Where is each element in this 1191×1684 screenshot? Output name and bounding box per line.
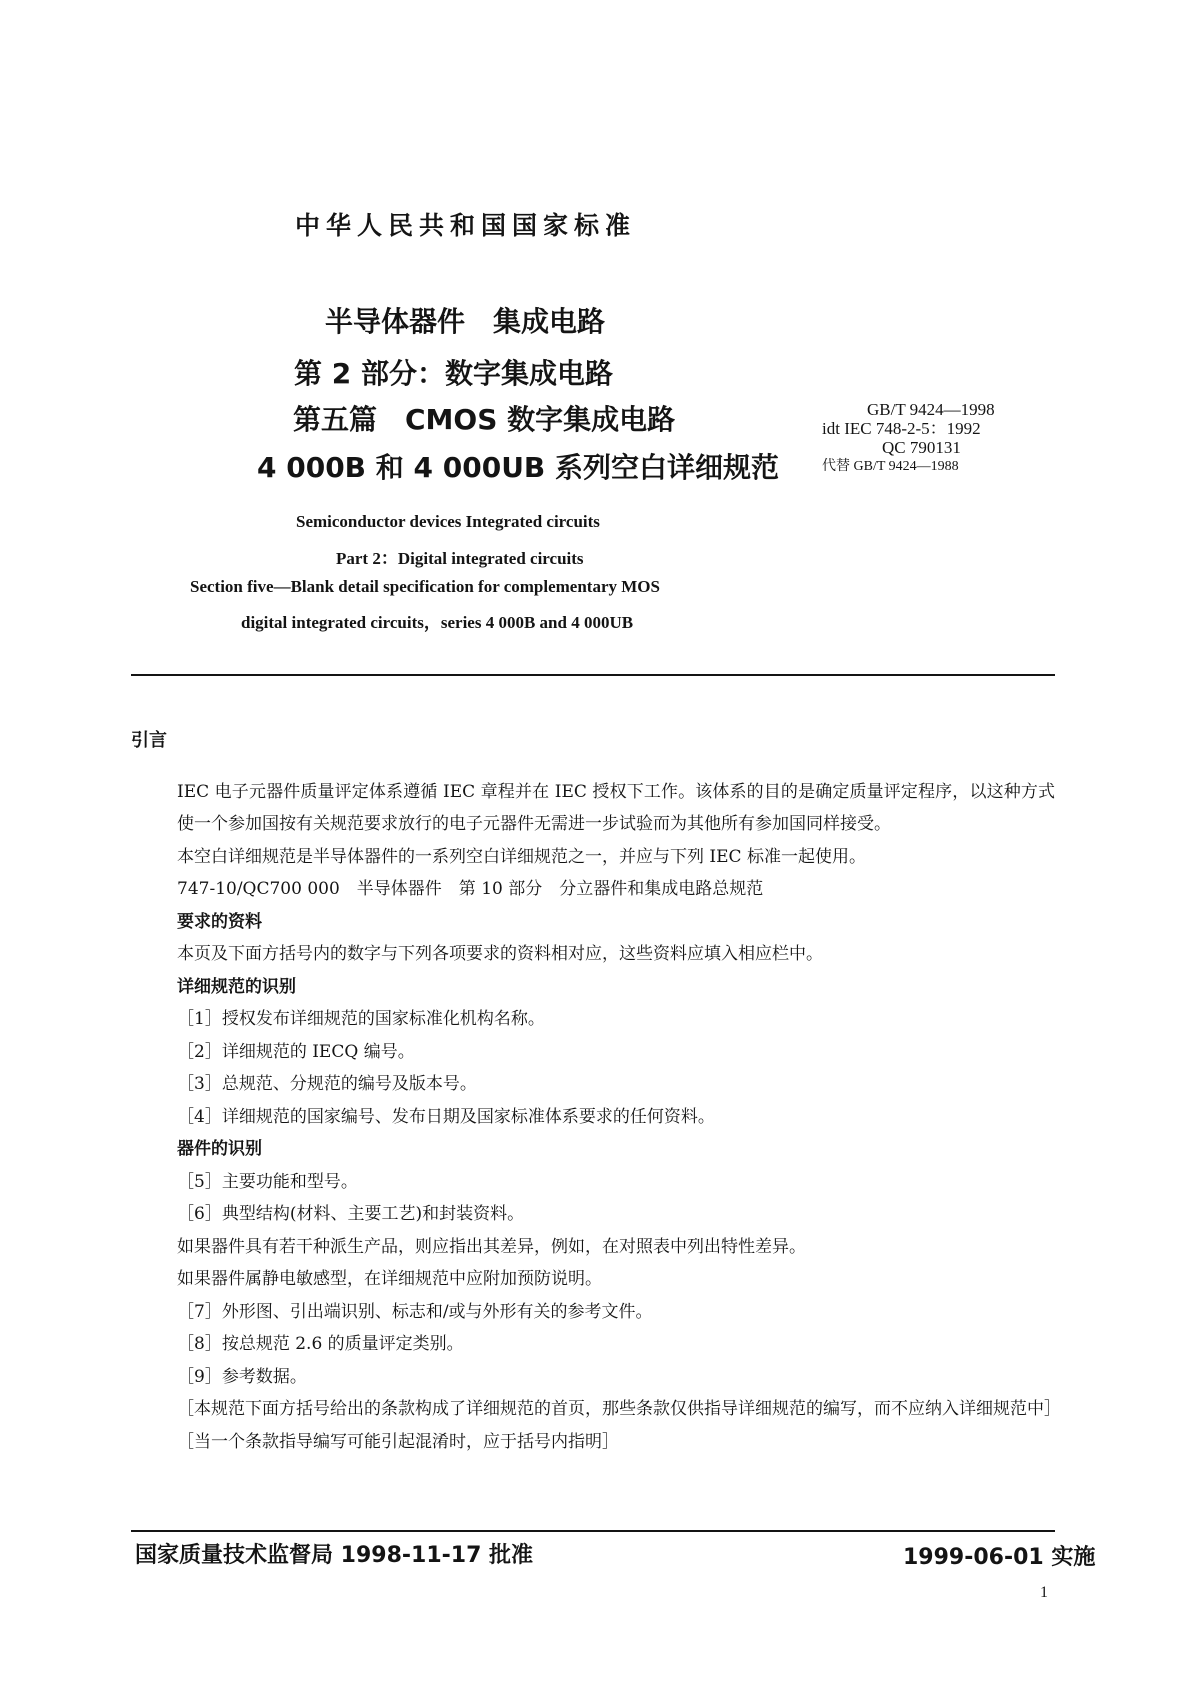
list-item: ［3］总规范、分规范的编号及版本号。 <box>177 1074 477 1094</box>
list-item: ［4］详细规范的国家编号、发布日期及国家标准体系要求的任何资料。 <box>177 1106 715 1127</box>
approval-line: 国家质量技术监督局 1998-11-17 批准 <box>135 1543 534 1568</box>
required-info-heading: 要求的资料 <box>177 911 262 932</box>
list-item: ［7］外形图、引出端识别、标志和/或与外形有关的参考文件。 <box>177 1301 653 1322</box>
list-item: 如果器件具有若干种派生产品，则应指出其差异，例如，在对照表中列出特性差异。 <box>177 1236 806 1257</box>
list-item: ［6］典型结构(材料、主要工艺)和封装资料。 <box>177 1204 525 1224</box>
section-title: 引言 <box>131 730 167 751</box>
title-line-1: 半导体器件 集成电路 <box>325 305 606 338</box>
title-line-2: 第 2 部分：数字集成电路 <box>294 357 613 390</box>
intro-paragraph: IEC 电子元器件质量评定体系遵循 IEC 章程并在 IEC 授权下工作。该体系的目的是确定质量评定程序，以这种方式使一个参加国按有关规范要求放行的电子元器件无需进一步试验而为其他所有参加国同样接受。 <box>177 781 1055 834</box>
header-divider <box>131 674 1055 676</box>
english-title-line-2: Part 2：Digital integrated circuits <box>336 549 584 568</box>
english-title-line-1: Semiconductor devices Integrated circuits <box>296 512 600 531</box>
title-line-3: 第五篇 CMOS 数字集成电路 <box>293 403 676 436</box>
replaces-reference: 代替 GB/T 9424—1988 <box>822 459 959 474</box>
footer-divider <box>131 1530 1055 1532</box>
list-item: ［1］授权发布详细规范的国家标准化机构名称。 <box>177 1009 545 1029</box>
device-id-heading: 器件的识别 <box>177 1139 262 1159</box>
qc-number: QC 790131 <box>882 438 961 457</box>
list-item: 如果器件属静电敏感型，在详细规范中应附加预防说明。 <box>177 1269 602 1289</box>
national-standard-heading: 中华人民共和国国家标准 <box>295 211 637 240</box>
bracket-note: ［当一个条款指导编写可能引起混淆时，应于括号内指明］ <box>177 1431 619 1452</box>
page-number: 1 <box>1040 1584 1048 1601</box>
detail-spec-heading: 详细规范的识别 <box>177 976 296 997</box>
reference-standard: 747-10/QC700 000 半导体器件 第 10 部分 分立器件和集成电路总规范 <box>177 879 764 899</box>
list-item: ［8］按总规范 2.6 的质量评定类别。 <box>177 1334 464 1354</box>
usage-paragraph: 本空白详细规范是半导体器件的一系列空白详细规范之一，并应与下列 IEC 标准一起使用。 <box>177 846 866 867</box>
standard-number: GB/T 9424—1998 <box>867 400 995 419</box>
document-body <box>131 725 1061 1458</box>
idt-reference: idt IEC 748-2-5：1992 <box>822 419 981 438</box>
required-info-text: 本页及下面方括号内的数字与下列各项要求的资料相对应，这些资料应填入相应栏中。 <box>177 944 823 964</box>
list-item: ［2］详细规范的 IECQ 编号。 <box>177 1041 415 1062</box>
standard-code-block <box>822 400 995 476</box>
title-line-4: 4 000B 和 4 000UB 系列空白详细规范 <box>257 451 780 484</box>
english-title-line-3: Section five—Blank detail specification for complementary MOS <box>190 577 660 596</box>
list-item: ［5］主要功能和型号。 <box>177 1171 358 1192</box>
implementation-date: 1999-06-01 实施 <box>903 1545 1096 1570</box>
english-title-line-4: digital integrated circuits，series 4 000B and 4 000UB <box>241 613 634 632</box>
bracket-note: ［本规范下面方括号给出的条款构成了详细规范的首页，那些条款仅供指导详细规范的编写，而不应纳入详细规范中］ <box>177 1399 1061 1419</box>
list-item: ［9］参考数据。 <box>177 1366 307 1387</box>
